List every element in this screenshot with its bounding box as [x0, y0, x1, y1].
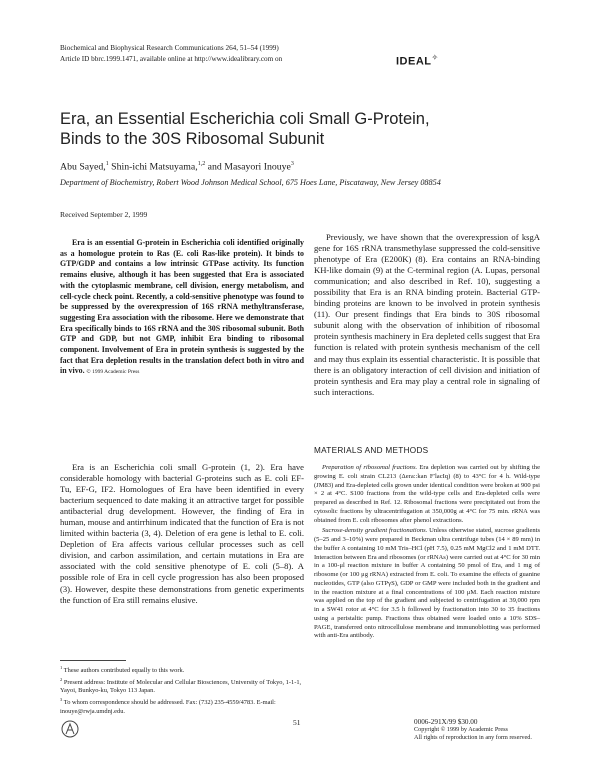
title-line-2: Binds to the 30S Ribosomal Subunit [60, 129, 325, 148]
author-1-mark: 1 [105, 161, 109, 167]
footnote-1-text: These authors contributed equally to this work. [63, 667, 185, 675]
rights-line: All rights of reproduction in any form reserved. [414, 734, 532, 742]
footnotes [60, 664, 304, 716]
affiliation: Department of Biochemistry, Robert Wood Johnson Medical School, 675 Hoes Lane, Piscataway, New Jersey 08854 [60, 178, 441, 187]
copyright-line: Copyright © 1999 by Academic Press [414, 726, 508, 734]
journal-citation: Biochemical and Biophysical Research Communications 264, 51–54 (1999) [60, 44, 279, 52]
footnote-3 [60, 696, 304, 716]
abstract [60, 238, 304, 378]
methods-section [314, 464, 540, 643]
methods-subheading-2: Sucrose-density gradient fractionations. [322, 527, 428, 535]
article-title [60, 110, 540, 149]
author-3: and Masayori Inouye [207, 161, 291, 173]
academic-press-logo-icon [60, 719, 90, 739]
ideal-logo [396, 53, 444, 67]
author-1: Abu Sayed, [60, 161, 106, 173]
footnote-3-mark: 3 [60, 697, 63, 703]
footnote-1 [60, 664, 304, 676]
author-2-mark: 1,2 [197, 161, 206, 167]
author-3-mark: 3 [290, 161, 294, 167]
methods-paragraph-2: Unless otherwise stated, sucrose gradients (5–25 and 3–10%) were prepared in Beckman ultra centrifuge tubes (14 × 89 mm) in the buffer A containing 10 mM Tris–HCl (pH 7.5), 0.25 mM MgCl2 and 1 mM DTT. Interaction between Era and ribosomes (or rRNAs) were carried out at 4°C for 30 min in a 100-μl reaction mixture in buffer A containing 50 pmol of Era, and 1 mg of ribosome (or 100 μg rRNA) extracted from E. coli. To examine the effects of guanine nucleotides, GTP (also GTPγS), GDP or GMP were included both in the gradient and in the reaction mixture at a final concentrations of 100 μM. Each reaction mixture was applied on the top of the gradient and subjected to centrifugation at 39,000 rpm in a SW41 rotor at 4°C for 3.5 h followed by fractionation into 30 to 35 fractions using a peristaltic pump. Fractions thus obtained were loaded onto a 10% SDS–PAGE, transferred onto nitrocellulose membrane and immunoblotting was performed with anti-Era antibody. [314, 527, 540, 640]
received-date: Received September 2, 1999 [60, 210, 148, 219]
journal-article-id: Article ID bbrc.1999.1471, available online at http://www.idealibrary.com on [60, 54, 283, 63]
footnote-3-text: To whom correspondence should be addressed. Fax: (732) 235-4559/4783. E-mail: inouye@rwja.umdnj.edu. [60, 699, 276, 715]
copyright-block [414, 718, 532, 742]
introduction-right [314, 232, 540, 398]
footnote-2-mark: 2 [60, 676, 63, 682]
title-line-1: Era, an Essential Escherichia coli Small G-Protein, [60, 110, 430, 128]
intro-right-paragraph: Previously, we have shown that the overexpression of ksgA gene for 16S rRNA transmethylase suppressed the cold-sensitive phenotype of Era (E200K) (8). Era contains an RNA-binding KH-like domain (9) at the C-terminal region (A. Lupas, personal communication; and also described in Ref. 10), suggesting a possibility that Era is an RNA binding protein. Bacterial GTP-binding proteins are known to be involved in protein synthesis (11). Our present findings that Era binds to 30S ribosomal subunit along with the observation of inhibition of ribosomal protein synthesis machinery in Era depleted cells suggest that Era function is related with protein synthesis mechanism of the cell and may thus explain its essential characteristic. It is possible that there is an obligatory interaction of cell division and initiation of protein synthesis and Era may play a central role in signaling of such interactions. [314, 232, 541, 397]
author-list [60, 161, 294, 172]
abstract-text: Era is an essential G-protein in Escherichia coli identified originally as a homologue protein to Ras (E. coli Ras-like protein). It binds to GTP/GDP and contains a low intrinsic GTPase activity. Its function remains elusive, although it has been suggested that Era is associated with the cytoplasmic membrane, cell division, energy metabolism, and cell-cycle check point. Recently, a cold-sensitive phenotype was found to be suppressed by the overexpression of 16S rRNA methyltransferase, suggesting Era association with the ribosome. Here we demonstrate that Era specifically binds to 16S rRNA and the 30S ribosomal subunit. Both GTP and GDP, but not GMP, inhibit Era binding to ribosomal component. Involvement of Era in protein synthesis is suggested by the fact that Era depletion results in the translation defect both in vitro and in vivo. [60, 238, 304, 376]
journal-header [60, 43, 440, 64]
ideal-logo-text: IDEAL [396, 55, 432, 68]
author-2: Shin-ichi Matsuyama, [111, 161, 198, 173]
methods-paragraph-1: Era depletion was carried out by shifting the growing E. coli strain CL213 (Δera::kan F′lacIq) (8) to 43°C for 4 h. Wild-type (JM83) and Era-depleted cells grown under identical condition were broken at 900 psi × 2 at 4°C. S100 fractions from the wild-type cells and Era-depleted cells were prepared as described in Ref. 12. Ribosomal fractions were precipitated out from the cytosolic fractions by ultracentrifugation at 350,000g at 4°C for 75 min. rRNA was obtained from E. coli ribosomes after phenol extractions. [314, 464, 540, 524]
methods-heading: MATERIALS AND METHODS [314, 446, 429, 455]
footnote-divider [60, 660, 126, 661]
footnote-2 [60, 676, 304, 696]
methods-subheading-1: Preparation of ribosomal fractions. [322, 464, 418, 471]
logo-wing-icon: ✧ [431, 53, 439, 62]
page-number: 51 [293, 718, 301, 727]
footnote-2-text: Present address: Institute of Molecular and Cellular Biosciences, University of Tokyo, 1-1-1, Yayoi, Bunkyo-ku, Tokyo 113 Japan. [60, 678, 302, 695]
abstract-copyright: © 1999 Academic Press [86, 369, 140, 376]
issn-price: 0006-291X/99 $30.00 [414, 718, 478, 726]
footnote-1-mark: 1 [60, 665, 63, 670]
intro-paragraph: Era is an Escherichia coli small G-protein (1, 2). Era have considerable homology with bacterial G-proteins such as E. coli EF-Tu, EF-G, IF2. Homologues of Era have been identified in every bacterium sequenced to date making it an attractive target for possible antibacterial drug development. However, the finding of Era in human, mouse and antirrhinum indicated that the function of Era is not limited within bacteria (3, 4). Deletion of era gene is lethal to E. coli. Depletion of Era affects various cellular processes such as cell division, and carbon assimilation, and certain mutations in Era are associated with the cold sensitive phenotype of E. coli (5–8). A possible role of Era in cell cycle progression has also been proposed (3). However, despite these demonstrations from genetic experiments the function of Era still remains elusive. [60, 462, 304, 605]
introduction-left [60, 462, 304, 606]
